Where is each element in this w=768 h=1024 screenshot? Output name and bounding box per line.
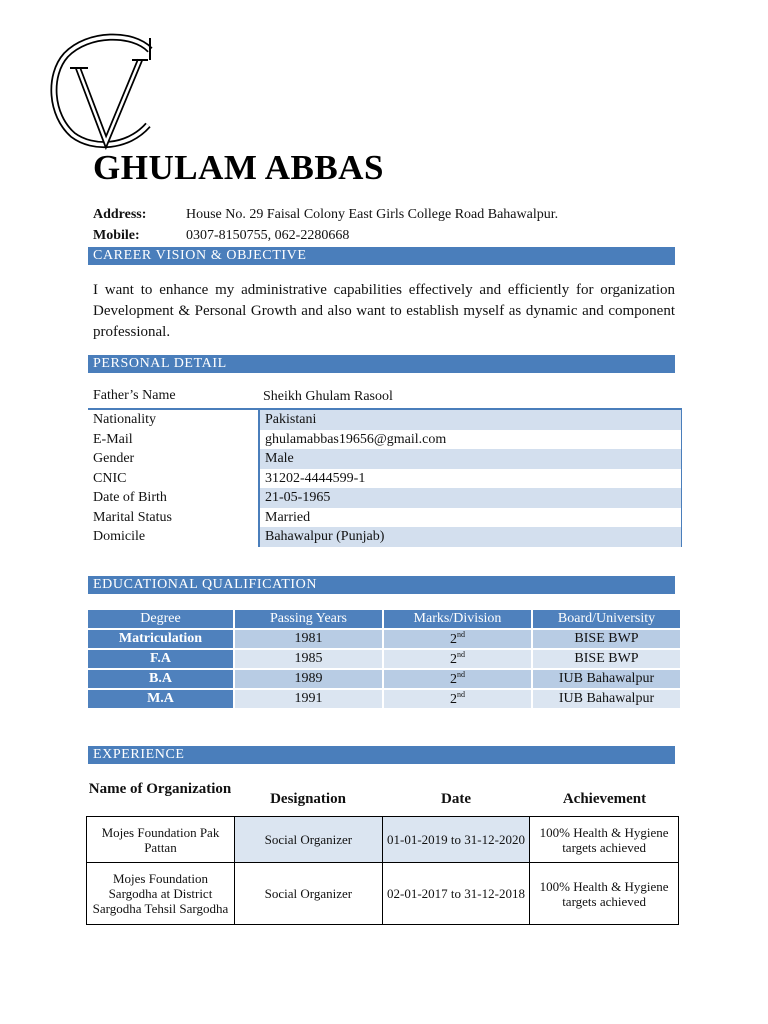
personal-row (88, 469, 682, 489)
table-row (88, 670, 680, 688)
personal-label: E-Mail (93, 431, 133, 447)
division-cell (384, 690, 531, 708)
education-heading: EDUCATIONAL QUALIFICATION (88, 576, 675, 594)
division-value: 2 (450, 692, 457, 707)
division-suffix: nd (457, 630, 465, 639)
address-label: Address: (93, 207, 147, 222)
division-cell (384, 670, 531, 688)
personal-label: Marital Status (93, 509, 172, 525)
personal-value: Pakistani (258, 410, 682, 430)
division-value: 2 (450, 672, 457, 687)
board-cell: IUB Bahawalpur (533, 670, 680, 688)
table-row (88, 650, 680, 668)
achievement-cell: 100% Health & Hygiene targets achieved (530, 863, 679, 925)
personal-value: Male (258, 449, 682, 469)
achievement-cell: 100% Health & Hygiene targets achieved (530, 817, 679, 863)
organization-cell: Mojes Foundation Pak Pattan (87, 817, 235, 863)
mobile-value: 0307-8150755, 062-2280668 (186, 228, 350, 243)
objective-heading: CAREER VISION & OBJECTIVE (88, 247, 675, 265)
table-row (88, 690, 680, 708)
column-header: Marks/Division (384, 610, 531, 628)
education-table (86, 608, 682, 710)
board-cell: BISE BWP (533, 630, 680, 648)
degree-cell: M.A (88, 690, 233, 708)
date-cell: 01-01-2019 to 31-12-2020 (382, 817, 529, 863)
table-row (88, 630, 680, 648)
personal-label: Domicile (93, 529, 146, 544)
division-suffix: nd (457, 650, 465, 659)
exp-column-header: Date (441, 791, 471, 807)
division-cell (384, 630, 531, 648)
exp-column-header: Designation (270, 791, 346, 807)
cv-logo (48, 30, 158, 150)
personal-row (88, 410, 682, 430)
degree-cell: Matriculation (88, 630, 233, 648)
candidate-name: GHULAM ABBAS (93, 148, 384, 187)
column-header: Degree (88, 610, 233, 628)
year-cell: 1981 (235, 630, 382, 648)
personal-row (88, 430, 682, 450)
table-border (681, 408, 682, 547)
division-suffix: nd (457, 670, 465, 679)
table-row (87, 863, 679, 925)
personal-row (88, 449, 682, 469)
division-suffix: nd (457, 690, 465, 699)
experience-heading: EXPERIENCE (88, 746, 675, 764)
division-value: 2 (450, 652, 457, 667)
address-value: House No. 29 Faisal Colony East Girls College Road Bahawalpur. (186, 207, 559, 222)
year-cell: 1991 (235, 690, 382, 708)
year-cell: 1985 (235, 650, 382, 668)
education-header-row (88, 610, 680, 628)
personal-label: Nationality (93, 412, 156, 427)
organization-cell: Mojes Foundation Sargodha at District Sargodha Tehsil Sargodha (87, 863, 235, 925)
personal-label: Father’s Name (93, 388, 176, 403)
division-cell (384, 650, 531, 668)
personal-label: Date of Birth (93, 490, 167, 505)
personal-heading: PERSONAL DETAIL (88, 355, 675, 373)
personal-value: 21-05-1965 (258, 488, 682, 508)
degree-cell: B.A (88, 670, 233, 688)
objective-text: I want to enhance my administrative capabilities effectively and efficiently for organization Development & Personal Growth and also want to establish myself as dynamic and component professional. (93, 282, 675, 340)
personal-row (88, 488, 682, 508)
designation-cell: Social Organizer (234, 863, 382, 925)
personal-value: Bahawalpur (Punjab) (258, 527, 682, 547)
personal-value: Sheikh Ghulam Rasool (263, 389, 393, 404)
personal-row (88, 386, 682, 410)
table-row (87, 817, 679, 863)
exp-column-header: Achievement (562, 791, 647, 807)
personal-label: CNIC (93, 470, 127, 486)
personal-row (88, 508, 682, 528)
personal-detail-table (88, 386, 682, 547)
board-cell: IUB Bahawalpur (533, 690, 680, 708)
board-cell: BISE BWP (533, 650, 680, 668)
personal-value: 31202-4444599-1 (258, 469, 682, 489)
experience-table (86, 816, 679, 925)
personal-value: ghulamabbas19656@gmail.com (258, 430, 682, 450)
personal-value: Married (258, 508, 682, 528)
column-header: Passing Years (235, 610, 382, 628)
personal-label: Gender (93, 451, 135, 466)
degree-cell: F.A (88, 650, 233, 668)
column-header: Board/University (533, 610, 680, 628)
year-cell: 1989 (235, 670, 382, 688)
date-cell: 02-01-2017 to 31-12-2018 (382, 863, 529, 925)
personal-row (88, 527, 682, 547)
exp-column-header: Name of Organization (88, 781, 232, 797)
mobile-label: Mobile: (93, 228, 140, 243)
designation-cell: Social Organizer (234, 817, 382, 863)
division-value: 2 (450, 632, 457, 647)
